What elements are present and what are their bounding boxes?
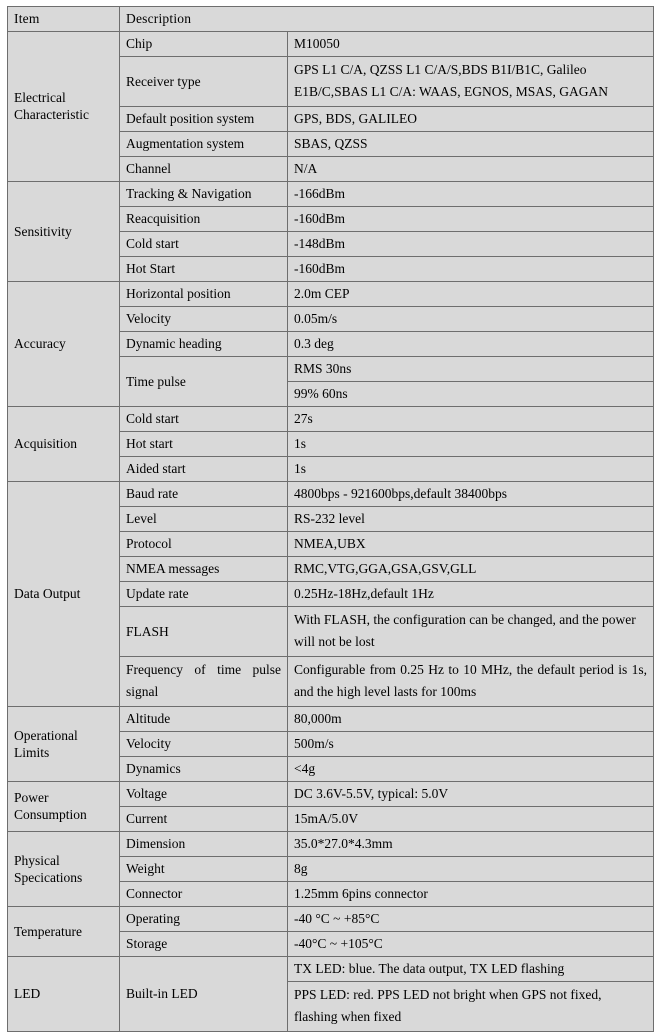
- column-header-description: Description: [120, 7, 654, 32]
- parameter-value: 1s: [288, 457, 654, 482]
- parameter-value: DC 3.6V-5.5V, typical: 5.0V: [288, 782, 654, 807]
- parameter-label: Voltage: [120, 782, 288, 807]
- parameter-value: 500m/s: [288, 732, 654, 757]
- parameter-value: GPS L1 C/A, QZSS L1 C/A/S,BDS B1I/B1C, Galileo E1B/C,SBAS L1 C/A: WAAS, EGNOS, MSAS, GAGAN: [288, 57, 654, 107]
- parameter-value: -40 °C ~ +85°C: [288, 907, 654, 932]
- parameter-value: -160dBm: [288, 207, 654, 232]
- item-label: LED: [8, 957, 120, 1032]
- parameter-value: 0.3 deg: [288, 332, 654, 357]
- parameter-value: 0.05m/s: [288, 307, 654, 332]
- parameter-label: FLASH: [120, 607, 288, 657]
- parameter-value: 80,000m: [288, 707, 654, 732]
- parameter-value: 27s: [288, 407, 654, 432]
- parameter-value: M10050: [288, 32, 654, 57]
- parameter-label: Weight: [120, 857, 288, 882]
- table-row: [8, 707, 654, 732]
- parameter-label: Channel: [120, 157, 288, 182]
- item-label: Power Consumption: [8, 782, 120, 832]
- parameter-value: 0.25Hz-18Hz,default 1Hz: [288, 582, 654, 607]
- parameter-label: Dimension: [120, 832, 288, 857]
- parameter-label: Built-in LED: [120, 957, 288, 1032]
- table-body: [8, 32, 654, 1032]
- parameter-value: 99% 60ns: [288, 382, 654, 407]
- parameter-value: With FLASH, the configuration can be changed, and the power will not be lost: [288, 607, 654, 657]
- parameter-label: Hot start: [120, 432, 288, 457]
- item-label: Acquisition: [8, 407, 120, 482]
- column-header-item: Item: [8, 7, 120, 32]
- parameter-value: 1.25mm 6pins connector: [288, 882, 654, 907]
- item-label: Data Output: [8, 482, 120, 707]
- table-row: [8, 907, 654, 932]
- item-label: Temperature: [8, 907, 120, 957]
- table-header: [8, 7, 654, 32]
- parameter-value: 35.0*27.0*4.3mm: [288, 832, 654, 857]
- parameter-label: Reacquisition: [120, 207, 288, 232]
- parameter-label: Storage: [120, 932, 288, 957]
- parameter-value: SBAS, QZSS: [288, 132, 654, 157]
- parameter-value: PPS LED: red. PPS LED not bright when GPS not fixed, flashing when fixed: [288, 982, 654, 1032]
- table-row: [8, 182, 654, 207]
- parameter-value: Configurable from 0.25 Hz to 10 MHz, the default period is 1s, and the high level lasts for 100ms: [288, 657, 654, 707]
- parameter-label: Level: [120, 507, 288, 532]
- parameter-label: Altitude: [120, 707, 288, 732]
- parameter-label: Dynamic heading: [120, 332, 288, 357]
- parameter-label: Operating: [120, 907, 288, 932]
- parameter-label: Default position system: [120, 107, 288, 132]
- parameter-label: Cold start: [120, 407, 288, 432]
- table-row: [8, 782, 654, 807]
- parameter-value: <4g: [288, 757, 654, 782]
- parameter-value: TX LED: blue. The data output, TX LED flashing: [288, 957, 654, 982]
- parameter-label: Velocity: [120, 732, 288, 757]
- parameter-label: Horizontal position: [120, 282, 288, 307]
- parameter-value: RMC,VTG,GGA,GSA,GSV,GLL: [288, 557, 654, 582]
- parameter-label: Protocol: [120, 532, 288, 557]
- table-row: [8, 282, 654, 307]
- parameter-value: GPS, BDS, GALILEO: [288, 107, 654, 132]
- table-row: [8, 407, 654, 432]
- parameter-value: 8g: [288, 857, 654, 882]
- parameter-label: Update rate: [120, 582, 288, 607]
- parameter-value: 4800bps - 921600bps,default 38400bps: [288, 482, 654, 507]
- parameter-label: Time pulse: [120, 357, 288, 407]
- parameter-label: NMEA messages: [120, 557, 288, 582]
- parameter-label: Augmentation system: [120, 132, 288, 157]
- parameter-label: Dynamics: [120, 757, 288, 782]
- item-label: Operational Limits: [8, 707, 120, 782]
- parameter-value: -148dBm: [288, 232, 654, 257]
- item-label: Sensitivity: [8, 182, 120, 282]
- parameter-label: Connector: [120, 882, 288, 907]
- parameter-value: 1s: [288, 432, 654, 457]
- item-label: Physical Specications: [8, 832, 120, 907]
- parameter-label: Receiver type: [120, 57, 288, 107]
- parameter-value: 15mA/5.0V: [288, 807, 654, 832]
- parameter-value: N/A: [288, 157, 654, 182]
- table-row: [8, 482, 654, 507]
- parameter-label: Cold start: [120, 232, 288, 257]
- parameter-value: RS-232 level: [288, 507, 654, 532]
- item-label: Accuracy: [8, 282, 120, 407]
- table-row: [8, 957, 654, 982]
- parameter-label: Baud rate: [120, 482, 288, 507]
- parameter-label: Velocity: [120, 307, 288, 332]
- parameter-label: Aided start: [120, 457, 288, 482]
- parameter-label: Tracking & Navigation: [120, 182, 288, 207]
- parameter-label: Frequency of time pulse signal: [120, 657, 288, 707]
- table-row: [8, 32, 654, 57]
- parameter-label: Current: [120, 807, 288, 832]
- parameter-value: 2.0m CEP: [288, 282, 654, 307]
- parameter-label: Hot Start: [120, 257, 288, 282]
- parameter-value: NMEA,UBX: [288, 532, 654, 557]
- parameter-value: -160dBm: [288, 257, 654, 282]
- header-row: [8, 7, 654, 32]
- parameter-label: Chip: [120, 32, 288, 57]
- parameter-value: -166dBm: [288, 182, 654, 207]
- table-row: [8, 832, 654, 857]
- specification-table: [7, 6, 654, 1032]
- item-label: Electrical Characteristic: [8, 32, 120, 182]
- parameter-value: RMS 30ns: [288, 357, 654, 382]
- parameter-value: -40°C ~ +105°C: [288, 932, 654, 957]
